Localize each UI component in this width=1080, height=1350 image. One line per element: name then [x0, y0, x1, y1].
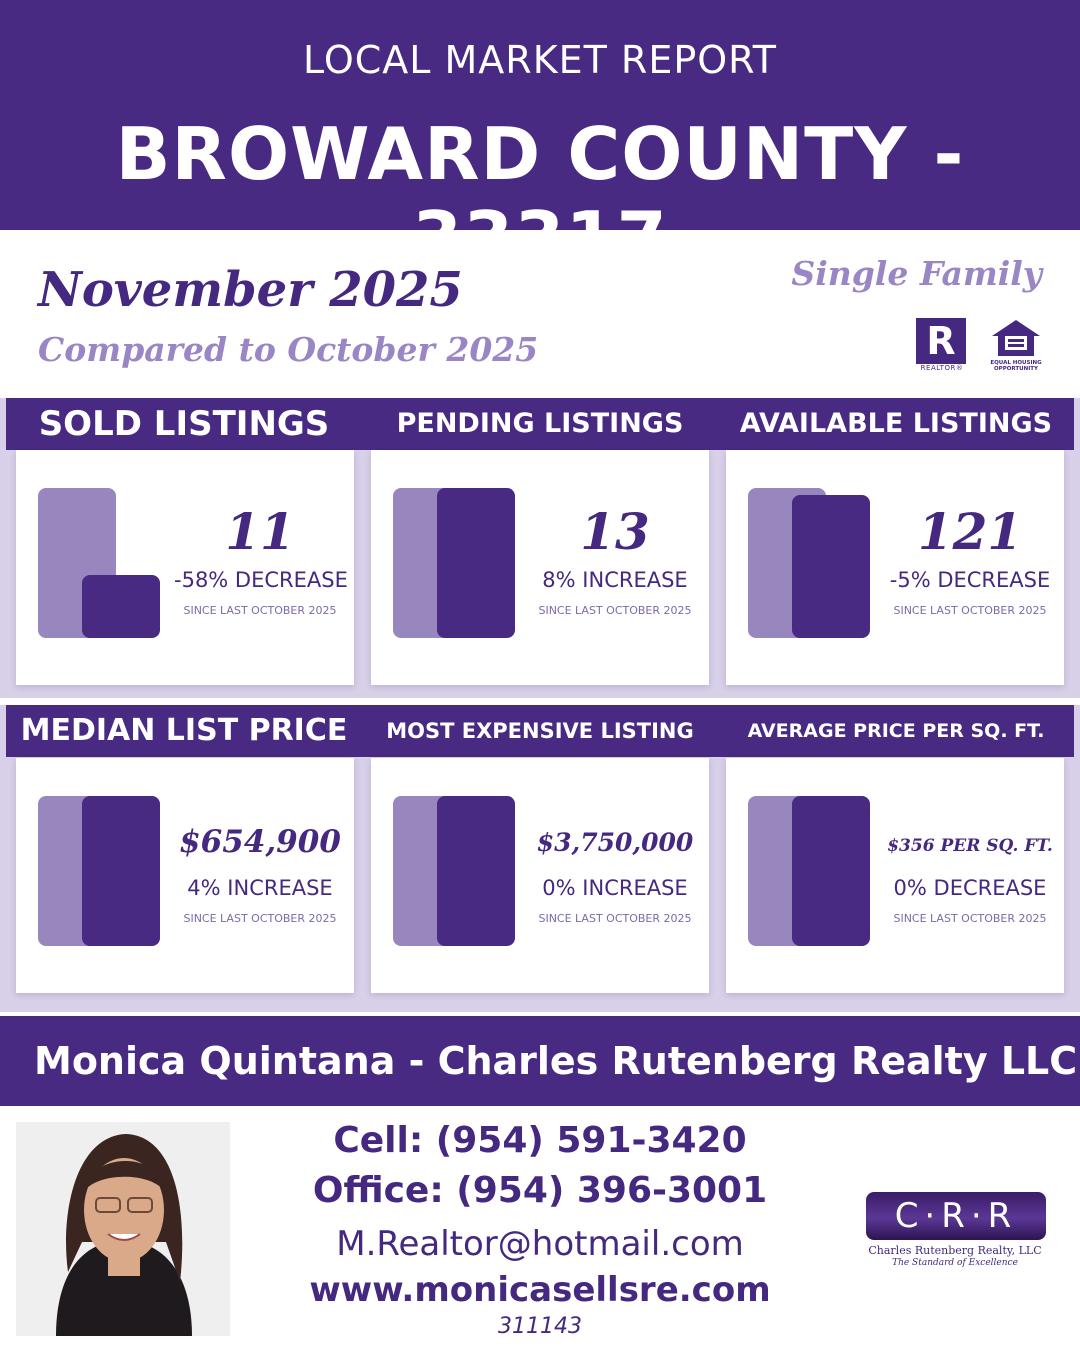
brokerage-logo-text: C·R·R [894, 1196, 1018, 1236]
house-icon [990, 318, 1042, 358]
metric-since: SINCE LAST OCTOBER 2025 [893, 604, 1047, 617]
metrics-header-band-top [6, 398, 1074, 450]
sold-listings-card [16, 450, 354, 685]
average-price-per-sqft-label: AVERAGE PRICE PER SQ. FT. [747, 720, 1045, 742]
metric-value: $356 PER SQ. FT. [887, 836, 1053, 856]
current-month-bar [437, 488, 515, 638]
metric-change: -58% DECREASE [174, 568, 348, 592]
metric-change: 0% INCREASE [542, 876, 688, 900]
pending-listings-label: PENDING LISTINGS [396, 408, 684, 439]
metric-value: $654,900 [179, 824, 341, 860]
metric-since: SINCE LAST OCTOBER 2025 [538, 912, 692, 925]
equal-housing-logo [986, 318, 1046, 374]
metric-value: 11 [225, 502, 295, 561]
comparison-period: Compared to October 2025 [38, 330, 539, 369]
agent-banner: Monica Quintana - Charles Rutenberg Realty LLC [0, 1016, 1080, 1106]
metric-value: 13 [580, 502, 650, 561]
available-listings-card [726, 450, 1064, 685]
metric-change: 4% INCREASE [187, 876, 333, 900]
report-period: November 2025 [38, 262, 463, 318]
agent-office-phone[interactable]: Office: (954) 396-3001 [312, 1170, 768, 1211]
average-price-per-sqft-card [726, 758, 1064, 993]
property-type: Single Family [791, 254, 1042, 293]
metric-since: SINCE LAST OCTOBER 2025 [893, 912, 1047, 925]
metrics-panel-bottom [0, 705, 1080, 1012]
realtor-logo-caption: REALTOR® [920, 364, 964, 372]
metric-change: 0% DECREASE [893, 876, 1047, 900]
most-expensive-listing-card [371, 758, 709, 993]
current-month-bar [82, 796, 160, 946]
most-expensive-listing-label: MOST EXPENSIVE LISTING [386, 719, 694, 743]
metric-change: -5% DECREASE [889, 568, 1051, 592]
metric-value: 121 [917, 502, 1023, 561]
equal-housing-caption: EQUAL HOUSING OPPORTUNITY [990, 360, 1042, 372]
metric-change: 8% INCREASE [542, 568, 688, 592]
agent-website[interactable]: www.monicasellsre.com [309, 1270, 771, 1310]
agent-license-number: 311143 [498, 1314, 582, 1339]
current-month-bar [437, 796, 515, 946]
metric-since: SINCE LAST OCTOBER 2025 [183, 604, 337, 617]
report-kicker: LOCAL MARKET REPORT [303, 38, 777, 82]
metrics-panel-top [0, 398, 1080, 698]
brokerage-name: Charles Rutenberg Realty, LLC [868, 1244, 1042, 1257]
current-month-bar [82, 575, 160, 638]
realtor-logo [916, 318, 966, 372]
median-list-price-label: MEDIAN LIST PRICE [20, 713, 348, 748]
agent-cell-phone[interactable]: Cell: (954) 591-3420 [333, 1120, 747, 1161]
sold-listings-label: SOLD LISTINGS [38, 404, 330, 444]
current-month-bar [792, 495, 870, 638]
metric-since: SINCE LAST OCTOBER 2025 [538, 604, 692, 617]
metric-value: $3,750,000 [536, 828, 694, 857]
agent-email[interactable]: M.Realtor@hotmail.com [336, 1224, 744, 1264]
realtor-logo-letter: R [926, 319, 956, 363]
median-list-price-card [16, 758, 354, 993]
report-title: BROWARD COUNTY - 33317 [115, 112, 965, 280]
metrics-header-band-bottom [6, 705, 1074, 757]
metric-since: SINCE LAST OCTOBER 2025 [183, 912, 337, 925]
available-listings-label: AVAILABLE LISTINGS [739, 408, 1053, 439]
brokerage-tagline: The Standard of Excellence [892, 1258, 1018, 1268]
current-month-bar [792, 796, 870, 946]
pending-listings-card [371, 450, 709, 685]
agent-photo [16, 1122, 230, 1336]
